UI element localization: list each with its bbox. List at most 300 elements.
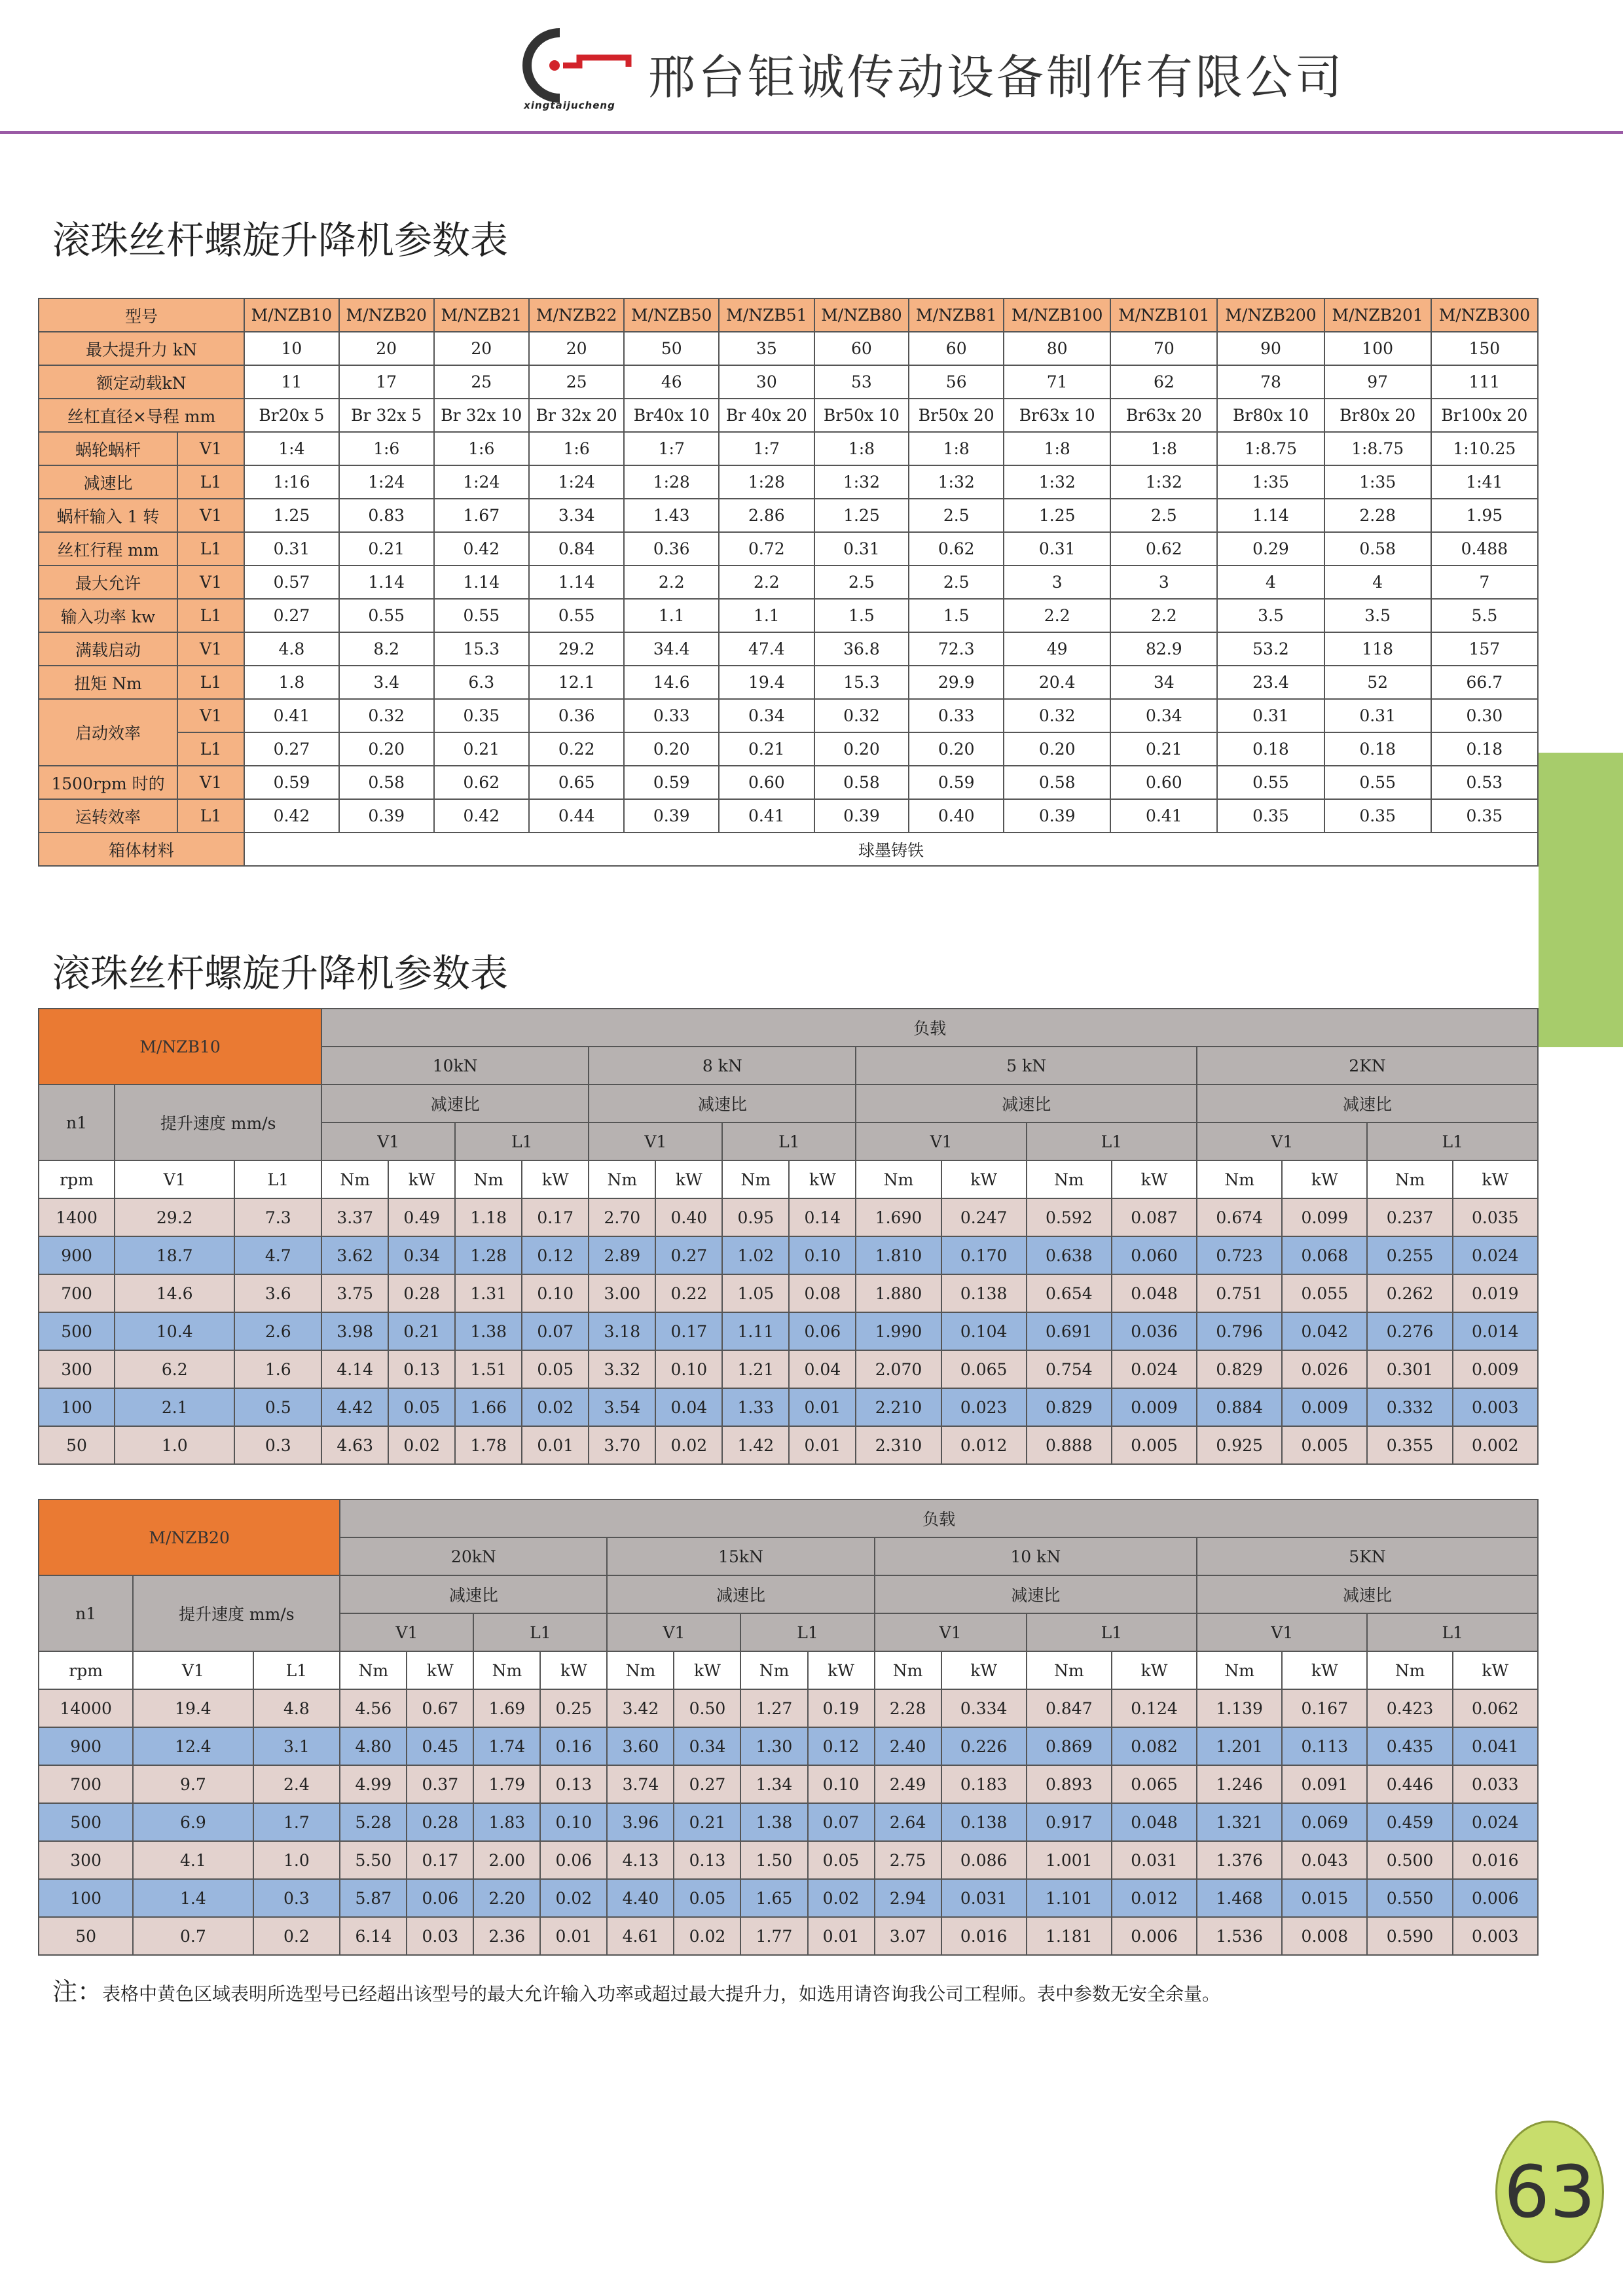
- model-name: M/NZB20: [39, 1499, 340, 1575]
- table-cell: 0.17: [522, 1198, 589, 1236]
- table-cell: 0.55: [529, 599, 624, 632]
- table-cell: 0.03: [407, 1917, 473, 1955]
- table-cell: 0.276: [1367, 1312, 1452, 1350]
- table-cell: 0.18: [1324, 732, 1431, 766]
- table-cell: 0.170: [941, 1236, 1027, 1274]
- table-cell: 5.50: [340, 1841, 407, 1879]
- table-cell: 1.25: [244, 499, 339, 532]
- table-row: [39, 432, 1538, 465]
- table-row: [39, 532, 1538, 565]
- table-cell: 0.016: [941, 1917, 1027, 1955]
- table-cell: 1.5: [909, 599, 1004, 632]
- table-cell: 1.65: [740, 1879, 807, 1917]
- table-cell: 1:16: [244, 465, 339, 499]
- table-cell: 0.003: [1453, 1388, 1538, 1426]
- table-cell: 0.796: [1197, 1312, 1282, 1350]
- table-cell: 9.7: [133, 1765, 253, 1803]
- table-cell: 1.11: [722, 1312, 789, 1350]
- table-cell: 0.13: [540, 1765, 607, 1803]
- table-row: [39, 1765, 1538, 1803]
- table-cell: 2.94: [875, 1879, 941, 1917]
- table-row: [39, 1727, 1538, 1765]
- table-cell: 0.016: [1453, 1841, 1538, 1879]
- model-header: M/NZB50: [624, 298, 719, 332]
- table-cell: 0.21: [434, 732, 529, 766]
- housing-value: 球墨铸铁: [244, 833, 1538, 866]
- page-number: 63: [1495, 2121, 1604, 2263]
- v1-label: V1: [133, 1651, 253, 1689]
- row-label: 启动效率: [39, 699, 177, 766]
- table-cell: 0.015: [1282, 1879, 1367, 1917]
- table-cell: 3: [1004, 565, 1110, 599]
- table-cell: 1.536: [1197, 1917, 1282, 1955]
- table-cell: 25: [434, 365, 529, 399]
- table-cell: 0.036: [1112, 1312, 1197, 1350]
- table-cell: 2.310: [856, 1426, 941, 1464]
- table-cell: 0.32: [814, 699, 909, 732]
- nm-unit: Nm: [340, 1651, 407, 1689]
- table-cell: 0.58: [339, 766, 434, 799]
- n1-label: n1: [39, 1085, 115, 1160]
- load-label: 负载: [321, 1009, 1538, 1047]
- table-cell: 0.62: [909, 532, 1004, 565]
- table-cell: 0.21: [1110, 732, 1217, 766]
- row-label: 最大允许: [39, 565, 177, 599]
- table-cell: 1.14: [529, 565, 624, 599]
- table-cell: 0.099: [1282, 1198, 1367, 1236]
- table-cell: 0.332: [1367, 1388, 1452, 1426]
- table-cell: 0.37: [407, 1765, 473, 1803]
- table-cell: 0.58: [1324, 532, 1431, 565]
- kw-unit: kW: [1112, 1160, 1197, 1198]
- table-cell: 3.6: [234, 1274, 321, 1312]
- table-row: [39, 599, 1538, 632]
- table-cell: 0.002: [1453, 1426, 1538, 1464]
- table-cell: 0.012: [1112, 1879, 1197, 1917]
- table-cell: 1.880: [856, 1274, 941, 1312]
- table-cell: Br100x 20: [1431, 399, 1538, 432]
- table-cell: 3.5: [1324, 599, 1431, 632]
- table-cell: 1.990: [856, 1312, 941, 1350]
- table-cell: 5.87: [340, 1879, 407, 1917]
- table-cell: 0.723: [1197, 1236, 1282, 1274]
- table-cell: 25: [529, 365, 624, 399]
- row-sub-label: L1: [177, 799, 244, 833]
- row-label: 额定动载kN: [39, 365, 244, 399]
- table-cell: 1.02: [722, 1236, 789, 1274]
- table-cell: 0.638: [1027, 1236, 1112, 1274]
- table-cell: 82.9: [1110, 632, 1217, 666]
- table-cell: 2.5: [814, 565, 909, 599]
- table-cell: 0.590: [1367, 1917, 1452, 1955]
- table-cell: 1:8: [909, 432, 1004, 465]
- ratio-v1: V1: [607, 1613, 740, 1651]
- table-cell: 0.18: [1431, 732, 1538, 766]
- table-cell: 3.96: [607, 1803, 674, 1841]
- kw-unit: kW: [388, 1160, 455, 1198]
- table-cell: 0.27: [244, 599, 339, 632]
- table-cell: 0.60: [719, 766, 814, 799]
- table-cell: 1:32: [1004, 465, 1110, 499]
- table-cell: 2.2: [1004, 599, 1110, 632]
- table-cell: 4.80: [340, 1727, 407, 1765]
- table-cell: 1.468: [1197, 1879, 1282, 1917]
- table-cell: 1400: [39, 1198, 115, 1236]
- kw-unit: kW: [1453, 1160, 1538, 1198]
- table-cell: 0.691: [1027, 1312, 1112, 1350]
- table-cell: 0.925: [1197, 1426, 1282, 1464]
- table-cell: 0.02: [655, 1426, 722, 1464]
- table-row: [39, 1236, 1538, 1274]
- table-cell: 0.41: [1110, 799, 1217, 833]
- ratio-l1: L1: [722, 1122, 856, 1160]
- table-row: [39, 1426, 1538, 1464]
- table-cell: 19.4: [133, 1689, 253, 1727]
- table-row: [39, 499, 1538, 532]
- table-cell: 0.024: [1453, 1803, 1538, 1841]
- ratio-l1: L1: [455, 1122, 589, 1160]
- ratio-label: 减速比: [1197, 1085, 1538, 1122]
- kw-unit: kW: [808, 1651, 875, 1689]
- load-value: 15kN: [607, 1537, 874, 1575]
- table-cell: 3.54: [589, 1388, 655, 1426]
- table-cell: 1:4: [244, 432, 339, 465]
- table-cell: 0.009: [1112, 1388, 1197, 1426]
- table-cell: 0.10: [655, 1350, 722, 1388]
- table-cell: 700: [39, 1274, 115, 1312]
- table-cell: 0.20: [909, 732, 1004, 766]
- table-cell: 29.9: [909, 666, 1004, 699]
- table-cell: 0.20: [1004, 732, 1110, 766]
- table-cell: 0.25: [540, 1689, 607, 1727]
- table-cell: 3.1: [253, 1727, 340, 1765]
- table-cell: 0.065: [1112, 1765, 1197, 1803]
- table-cell: 1.14: [434, 565, 529, 599]
- table-cell: 0.83: [339, 499, 434, 532]
- row-sub-label: L1: [177, 599, 244, 632]
- table-cell: 0.41: [719, 799, 814, 833]
- table-cell: Br40x 10: [624, 399, 719, 432]
- table-cell: 0.28: [388, 1274, 455, 1312]
- table-cell: 0.01: [789, 1388, 856, 1426]
- table-cell: 0.043: [1282, 1841, 1367, 1879]
- table-row: [39, 666, 1538, 699]
- table-cell: 900: [39, 1727, 133, 1765]
- table-cell: 0.34: [719, 699, 814, 732]
- table-cell: 2.64: [875, 1803, 941, 1841]
- table-cell: Br50x 20: [909, 399, 1004, 432]
- row-sub-label: V1: [177, 499, 244, 532]
- row-sub-label: V1: [177, 766, 244, 799]
- table-cell: 0.009: [1282, 1388, 1367, 1426]
- row-sub-label: L1: [177, 732, 244, 766]
- table-cell: 2.2: [624, 565, 719, 599]
- table-cell: 72.3: [909, 632, 1004, 666]
- table-cell: 4.1: [133, 1841, 253, 1879]
- table-cell: 7: [1431, 565, 1538, 599]
- table-cell: 2.70: [589, 1198, 655, 1236]
- table-cell: 0.39: [624, 799, 719, 833]
- table-cell: 0.20: [814, 732, 909, 766]
- table-cell: 1:41: [1431, 465, 1538, 499]
- table-cell: 1:6: [529, 432, 624, 465]
- table-cell: 0.53: [1431, 766, 1538, 799]
- table-row: [39, 1689, 1538, 1727]
- kw-unit: kW: [407, 1651, 473, 1689]
- table-cell: 4: [1217, 565, 1324, 599]
- table-cell: 0.21: [719, 732, 814, 766]
- table-cell: 0.167: [1282, 1689, 1367, 1727]
- load-value: 5KN: [1197, 1537, 1538, 1575]
- table-cell: 6.14: [340, 1917, 407, 1955]
- table-cell: 0.255: [1367, 1236, 1452, 1274]
- table-cell: 1.21: [722, 1350, 789, 1388]
- row-sub-label: V1: [177, 699, 244, 732]
- table-cell: 2.5: [909, 565, 1004, 599]
- table-cell: 0.21: [339, 532, 434, 565]
- table-cell: 0.917: [1027, 1803, 1112, 1841]
- table-cell: 0.005: [1282, 1426, 1367, 1464]
- table-cell: 0.055: [1282, 1274, 1367, 1312]
- ratio-v1: V1: [875, 1613, 1027, 1651]
- table-cell: 5.5: [1431, 599, 1538, 632]
- table-cell: 0.012: [941, 1426, 1027, 1464]
- kw-unit: kW: [789, 1160, 856, 1198]
- table-cell: 1.810: [856, 1236, 941, 1274]
- table-cell: 1:24: [529, 465, 624, 499]
- table-cell: 0.031: [1112, 1841, 1197, 1879]
- company-name: 邢台钜诚传动设备制作有限公司: [648, 50, 1345, 105]
- table-cell: 1.31: [455, 1274, 522, 1312]
- table-cell: 0.02: [674, 1917, 740, 1955]
- table-cell: 0.59: [244, 766, 339, 799]
- ratio-l1: L1: [1027, 1122, 1197, 1160]
- table-cell: 5.28: [340, 1803, 407, 1841]
- table-cell: 0.34: [674, 1727, 740, 1765]
- nm-unit: Nm: [1367, 1160, 1452, 1198]
- table2-title: 滚珠丝杆螺旋升降机参数表: [52, 951, 509, 996]
- table-cell: 1.50: [740, 1841, 807, 1879]
- table-cell: 0.2: [253, 1917, 340, 1955]
- model-header: M/NZB20: [339, 298, 434, 332]
- model-label: 型号: [39, 298, 244, 332]
- table-cell: 0.22: [529, 732, 624, 766]
- table-cell: 0.02: [522, 1388, 589, 1426]
- table-cell: 0.06: [407, 1879, 473, 1917]
- table-cell: 1.05: [722, 1274, 789, 1312]
- table-cell: 0.35: [1324, 799, 1431, 833]
- model-header: M/NZB22: [529, 298, 624, 332]
- table-cell: 1.1: [719, 599, 814, 632]
- table-cell: 1.18: [455, 1198, 522, 1236]
- table-cell: 900: [39, 1236, 115, 1274]
- model-header: M/NZB300: [1431, 298, 1538, 332]
- kw-unit: kW: [1282, 1651, 1367, 1689]
- nm-unit: Nm: [455, 1160, 522, 1198]
- table-cell: 23.4: [1217, 666, 1324, 699]
- ratio-l1: L1: [473, 1613, 607, 1651]
- table-cell: 0.40: [909, 799, 1004, 833]
- table-cell: 0.654: [1027, 1274, 1112, 1312]
- table-cell: 0.869: [1027, 1727, 1112, 1765]
- rpm-label: rpm: [39, 1160, 115, 1198]
- table-cell: 0.05: [522, 1350, 589, 1388]
- table-cell: 4.63: [321, 1426, 388, 1464]
- table-row: [39, 1917, 1538, 1955]
- l1-label: L1: [234, 1160, 321, 1198]
- table-cell: 0.58: [1004, 766, 1110, 799]
- table-cell: 0.39: [339, 799, 434, 833]
- load-title-row: [39, 1499, 1538, 1537]
- table-cell: 1.79: [473, 1765, 540, 1803]
- table-cell: 14000: [39, 1689, 133, 1727]
- ratio-label: 减速比: [856, 1085, 1197, 1122]
- table-row: [39, 632, 1538, 666]
- table-cell: 0.57: [244, 565, 339, 599]
- table-cell: 0.10: [540, 1803, 607, 1841]
- table-cell: 0.014: [1453, 1312, 1538, 1350]
- table-cell: 0.183: [941, 1765, 1027, 1803]
- table-cell: 0.59: [624, 766, 719, 799]
- table-cell: 3.32: [589, 1350, 655, 1388]
- table-cell: 1:28: [719, 465, 814, 499]
- table-cell: 2.2: [1110, 599, 1217, 632]
- nm-unit: Nm: [473, 1651, 540, 1689]
- table-cell: 0.17: [655, 1312, 722, 1350]
- table-cell: 0.048: [1112, 1274, 1197, 1312]
- ratio-label: 减速比: [875, 1575, 1197, 1613]
- table-row: [39, 365, 1538, 399]
- table-cell: 0.55: [339, 599, 434, 632]
- table-cell: 0.334: [941, 1689, 1027, 1727]
- table-cell: 0.237: [1367, 1198, 1452, 1236]
- table-cell: 3.34: [529, 499, 624, 532]
- table-cell: 1.690: [856, 1198, 941, 1236]
- table-cell: 0.006: [1112, 1917, 1197, 1955]
- table-row: [39, 799, 1538, 833]
- table-cell: 0.488: [1431, 532, 1538, 565]
- table-cell: 20: [434, 332, 529, 365]
- table-cell: 0.829: [1197, 1350, 1282, 1388]
- table-cell: 1.27: [740, 1689, 807, 1727]
- ratio-v1: V1: [856, 1122, 1026, 1160]
- table-cell: 1.7: [253, 1803, 340, 1841]
- table-cell: 15.3: [434, 632, 529, 666]
- kw-unit: kW: [1453, 1651, 1538, 1689]
- table-cell: 0.18: [1217, 732, 1324, 766]
- table-cell: 0.060: [1112, 1236, 1197, 1274]
- table-cell: 0.884: [1197, 1388, 1282, 1426]
- kw-unit: kW: [941, 1160, 1027, 1198]
- table-cell: 2.6: [234, 1312, 321, 1350]
- model-header: M/NZB201: [1324, 298, 1431, 332]
- table-cell: 1.28: [455, 1236, 522, 1274]
- table-cell: 0.13: [388, 1350, 455, 1388]
- table-cell: 0.500: [1367, 1841, 1452, 1879]
- table-cell: 0.12: [808, 1727, 875, 1765]
- table-cell: 0.27: [674, 1765, 740, 1803]
- table-cell: 0.60: [1110, 766, 1217, 799]
- ratio-label: 减速比: [607, 1575, 874, 1613]
- model-header: M/NZB10: [244, 298, 339, 332]
- model-header: M/NZB80: [814, 298, 909, 332]
- row-label: 满载启动: [39, 632, 177, 666]
- table-cell: 1.30: [740, 1727, 807, 1765]
- logo-subtitle: xingtaijucheng: [524, 99, 615, 111]
- table-cell: 0.28: [407, 1803, 473, 1841]
- table-cell: 7.3: [234, 1198, 321, 1236]
- table-cell: 0.72: [719, 532, 814, 565]
- table-cell: 0.39: [1004, 799, 1110, 833]
- table-cell: 1.181: [1027, 1917, 1112, 1955]
- table-cell: Br63x 20: [1110, 399, 1217, 432]
- table-cell: 0.16: [540, 1727, 607, 1765]
- table-cell: 700: [39, 1765, 133, 1803]
- table-cell: 66.7: [1431, 666, 1538, 699]
- table-cell: 4.56: [340, 1689, 407, 1727]
- table-cell: 0.31: [1217, 699, 1324, 732]
- ratio-l1: L1: [1367, 1122, 1538, 1160]
- table-cell: 0.36: [529, 699, 624, 732]
- note-text: 表格中黄色区域表明所选型号已经超出该型号的最大允许输入功率或超过最大提升力，如选用请咨询我公司工程师。表中参数无安全余量。: [102, 1983, 1221, 2005]
- table-cell: 0.226: [941, 1727, 1027, 1765]
- table-cell: 0.124: [1112, 1689, 1197, 1727]
- table-cell: 0.20: [339, 732, 434, 766]
- table-cell: 4.99: [340, 1765, 407, 1803]
- table-cell: 6.3: [434, 666, 529, 699]
- kw-unit: kW: [1112, 1651, 1197, 1689]
- nm-unit: Nm: [856, 1160, 941, 1198]
- rpm-label: rpm: [39, 1651, 133, 1689]
- table-cell: 0.62: [1110, 532, 1217, 565]
- table-cell: 157: [1431, 632, 1538, 666]
- table-cell: 0.446: [1367, 1765, 1452, 1803]
- table-cell: 1.33: [722, 1388, 789, 1426]
- table-cell: Br 32x 5: [339, 399, 434, 432]
- table-cell: 0.301: [1367, 1350, 1452, 1388]
- table-cell: 0.888: [1027, 1426, 1112, 1464]
- table-cell: 1.14: [339, 565, 434, 599]
- table-cell: 0.355: [1367, 1426, 1452, 1464]
- table-cell: 53: [814, 365, 909, 399]
- table-cell: 1.38: [455, 1312, 522, 1350]
- table-cell: 2.5: [909, 499, 1004, 532]
- table-cell: 18.7: [115, 1236, 234, 1274]
- table-cell: 0.55: [434, 599, 529, 632]
- table-row: [39, 399, 1538, 432]
- table-cell: Br20x 5: [244, 399, 339, 432]
- ratio-l1: L1: [1027, 1613, 1197, 1651]
- table-cell: 0.3: [253, 1879, 340, 1917]
- kw-unit: kW: [1282, 1160, 1367, 1198]
- table-cell: 1.83: [473, 1803, 540, 1841]
- table-cell: 1.25: [814, 499, 909, 532]
- table-cell: 0.40: [655, 1198, 722, 1236]
- table-cell: 90: [1217, 332, 1324, 365]
- table-cell: 3.62: [321, 1236, 388, 1274]
- table-cell: 14.6: [115, 1274, 234, 1312]
- table-cell: 0.02: [808, 1879, 875, 1917]
- table-cell: 1.43: [624, 499, 719, 532]
- table-cell: 50: [39, 1426, 115, 1464]
- table-cell: 1.4: [133, 1879, 253, 1917]
- table-cell: 0.01: [540, 1917, 607, 1955]
- table-cell: 0.01: [789, 1426, 856, 1464]
- table-cell: 0.35: [1431, 799, 1538, 833]
- table-cell: 100: [39, 1388, 115, 1426]
- ratio-v1: V1: [1197, 1613, 1367, 1651]
- load-table-nzb10: [38, 1008, 1539, 1465]
